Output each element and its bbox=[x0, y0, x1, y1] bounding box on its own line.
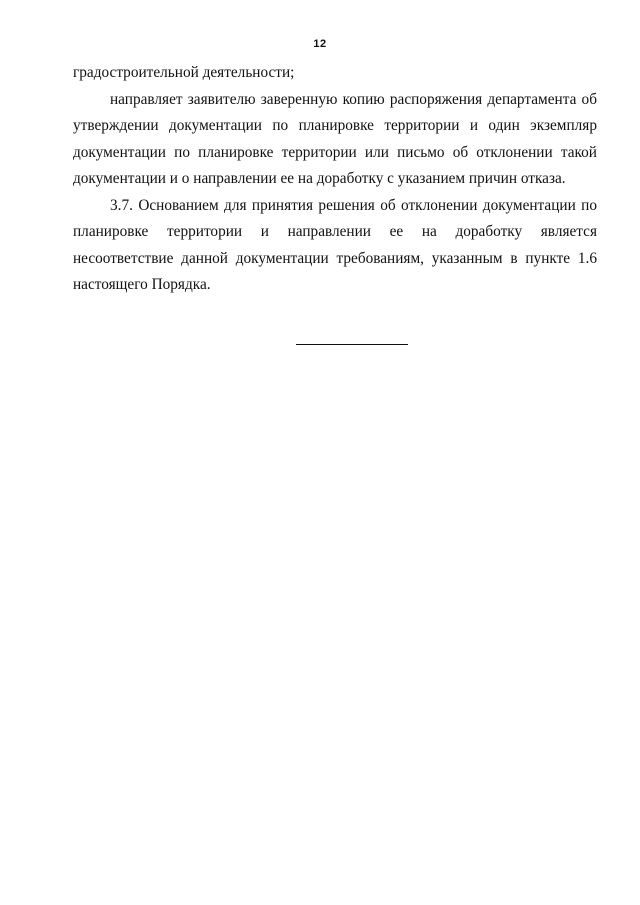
end-separator-line bbox=[296, 344, 408, 345]
page-number: 12 bbox=[313, 38, 327, 50]
paragraph-continuation: градостроительной деятельности; bbox=[73, 64, 295, 81]
document-body bbox=[73, 60, 597, 299]
paragraph-clause-3-7: 3.7. Основанием для принятия решения об отклонении документации по планировке территории и направлении ее на доработку является несоответствие данной документации требованиям, указанным в пункте 1.6 настоящего Порядка. bbox=[73, 196, 597, 293]
paragraph-sends-copy: направляет заявителю заверенную копию распоряжения департамента об утверждении документации по планировке территории и один экземпляр документации по планировке территории или письмо об отклонении такой документации и о направлении ее на доработку с указанием причин отказа. bbox=[73, 90, 597, 187]
